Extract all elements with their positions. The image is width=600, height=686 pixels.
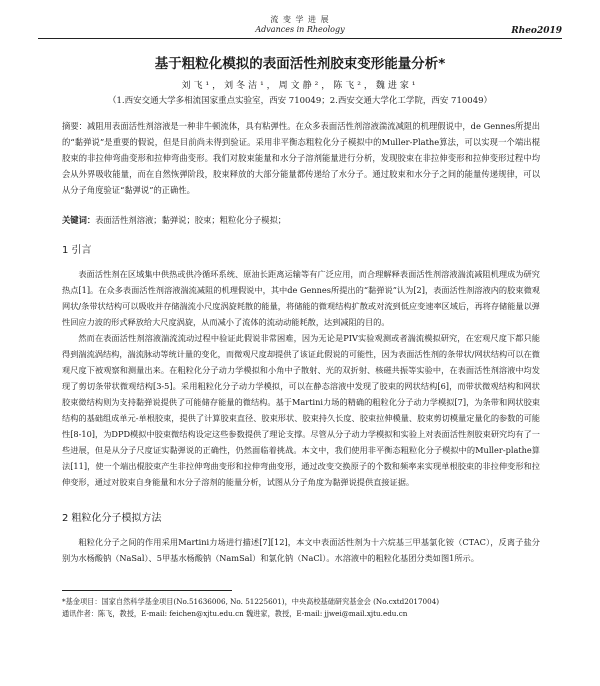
footnote-rule bbox=[62, 590, 232, 591]
keywords-text: 表面活性剂溶液；黏弹说；胶束；粗粒化分子模拟； bbox=[95, 215, 287, 225]
keywords-label: 关键词： bbox=[62, 215, 96, 225]
paragraph: 粗粒化分子之间的作用采用Martini力场进行描述[7][12]，本文中表面活性剂为十六烷基三甲基氯化铵（CTAC），反离子盐分别为水杨酸钠（NaSal）、5甲基水杨酸钠（NamSal）和氯化钠（NaCl）。水溶液中的粗粒化基团分类如图1所示。 bbox=[62, 537, 540, 563]
journal-name-en: Advances in Rheology bbox=[255, 25, 345, 34]
section-heading-introduction: 1 引言 bbox=[62, 245, 92, 256]
paragraph: 表面活性剂在区域集中供热或供冷循环系统、原油长距离运输等有广泛应用，而合理解释表面活性剂溶液湍流减阻机理成为研究热点[1]。在众多表面活性剂溶液湍流减阻的机理假说中，其中de Gennes所提出的“黏弹说”认为[2]，表面活性剂溶液内的胶束微观网状/条带状结构可以吸收并存储湍流小尺度涡旋耗散的能量，将储能的微观结构扩散或对流到低应变速率区域后，再将存储能量以弹性回应力波的形式释放给大尺度涡旋，从而减小了流体的流动动能耗散，达到减阻的目的。 bbox=[62, 269, 540, 327]
author-list: 刘飞¹，刘冬洁¹，周文静²，陈飞²，魏进家¹ bbox=[181, 81, 419, 91]
journal-name-cn: 流 变 学 进 展 bbox=[270, 15, 330, 24]
paragraph: 然而在表面活性剂溶液湍流流动过程中验证此假说非常困难，因为无论是PIV实验观测或者湍流模拟研究，在宏观尺度下都只能得到湍流涡结构，湍流脉动等统计量的变化，而微观尺度却提供了该证此假说的可能性，因为表面活性剂的条带状/网状结构可以在微观尺度下被观察和测量出来。在粗粒化分子动力学模拟和小角中子散射、光的双折射、核磁共振等实验中，在表面活性剂溶液中均发现了剪切条带状微观结构[3-5]。采用粗粒化分子动力学模拟，可以在静态溶液中发现了胶束的网状结构[6]，而带状微观结构和网状胶束微结构则为支持黏弹说提供了可能储存能量的微结构。基于Martini力场的精确的粗粒化分子动力学模拟[7]，为条带和网状胶束结构的基础组成单元-单根胶束，提供了计算胶束直径、胶束形状、胶束持久长度、胶束拉伸模量、胶束剪切模量定量化的参数的可能性[8-10]，为DPD模拟中胶束微结构设定这些参数提供了理论支撑。尽管从分子动力学模拟和实验上对表面活性剂胶束研究均有了一些进展，但是从分子尺度证实黏弹说的正确性，仍然面临着挑战。本文中，我们使用非平衡态粗粒化分子模拟中的Muller-plathe算法[11]，使一个端出棍胶束产生非拉伸弯曲变形和拉伸弯曲变形，通过改变交换原子的个数和频率来实现单根胶束的非拉伸变形和拉伸变形，通过对胶束自身能量和水分子溶剂的能量分析，试图从分子角度为黏弹说提供直接证据。 bbox=[62, 333, 540, 487]
journal-corner-mark: Rheo2019 bbox=[511, 26, 562, 36]
section-body-method bbox=[62, 534, 540, 566]
section-heading-method: 2 粗粒化分子模拟方法 bbox=[62, 513, 162, 524]
abstract: 摘要：减阻用表面活性剂溶液是一种非牛顿流体，具有粘弹性。在众多表面活性剂溶液湍流减阻的机理假说中，de Gennes所提出的“黏弹说”是重要的假说，但是目前尚未得到验证。采用非平衡态粗粒化分子模拟中的Muller-Plathe算法，可以实现一个端出棍胶束的非拉伸弯曲变形和拉伸弯曲变形。我们对胶束能量和水分子溶剂能量进行分析，发现胶束在非拉伸变形和拉伸变形过程中均会从外界吸收能量，而在自然恢弹阶段，胶束释放的大部分能量都传递给了水分子。通过胶束和水分子之间的能量传递规律，可以从分子角度验证“黏弹说”的正确性。 bbox=[62, 121, 540, 195]
affiliation: （1.西安交通大学多相流国家重点实验室，西安 710049；2.西安交通大学化工学院，西安 710049） bbox=[107, 96, 493, 106]
footnote-funding: *基金项目：国家自然科学基金项目(No.51636006, No. 51225601)，中央高校基础研究基金会 (No.cxtd2017004) bbox=[62, 597, 440, 606]
footnote bbox=[62, 596, 540, 620]
keywords bbox=[62, 214, 540, 226]
footnote-contact: 通讯作者：陈飞，教授，E-mail: feichen@xjtu.edu.cn 魏进家，教授，E-mail: jjwei@mail.xjtu.edu.cn bbox=[62, 609, 408, 618]
header-rule bbox=[38, 38, 562, 39]
paper-title: 基于粗粒化模拟的表面活性剂胶束变形能量分析* bbox=[154, 56, 446, 72]
section-body-introduction bbox=[62, 266, 540, 490]
